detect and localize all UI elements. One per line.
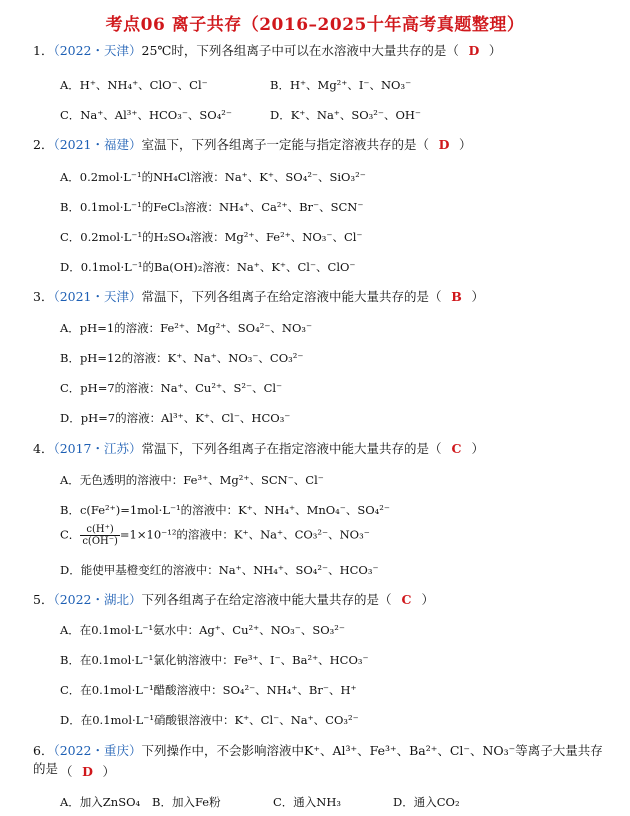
question-number: 2．: [33, 137, 54, 152]
question-stem-open: （: [60, 764, 73, 779]
fraction-numerator: c(H⁺): [80, 524, 120, 536]
question-number: 3．: [33, 289, 54, 304]
q5-option-a: A．在0.1mol·L⁻¹氨水中：Ag⁺、Cu²⁺、NO₃⁻、SO₃²⁻: [60, 623, 345, 637]
q4-option-c: [60, 524, 370, 547]
question-stem: 室温下，下列各组离子一定能与指定溶液共存的是（: [141, 137, 430, 152]
q6-option-d: D．通入CO₂: [393, 795, 460, 809]
q4-option-d: D．能使甲基橙变红的溶液中：Na⁺、NH₄⁺、SO₄²⁻、HCO₃⁻: [60, 563, 379, 577]
question-stem-end: ）: [102, 764, 116, 779]
q6-option-a: A．加入ZnSO₄: [60, 795, 141, 809]
answer-letter: B: [451, 289, 462, 304]
question-stem-end: ）: [459, 137, 472, 152]
answer-letter: D: [438, 137, 450, 152]
q1-option-b: B．H⁺、Mg²⁺、I⁻、NO₃⁻: [270, 78, 412, 92]
question-number: 1．: [33, 43, 54, 58]
question-number: 5．: [33, 592, 54, 607]
question-stem-end: ）: [421, 592, 435, 607]
question-4: [33, 440, 613, 458]
question-source: （2021・福建）: [53, 137, 142, 152]
question-stem: 常温下，下列各组离子在指定溶液中能大量共存的是（: [141, 441, 442, 456]
q1-option-a: A．H⁺、NH₄⁺、ClO⁻、Cl⁻: [60, 78, 208, 92]
question-source: （2022・湖北）: [53, 592, 142, 607]
question-stem: 下列操作中，不会影响溶液中K⁺、Al³⁺、Fe³⁺、Ba²⁺、Cl⁻、NO₃⁻等离子大量共存的是: [33, 743, 603, 776]
question-stem-end: ）: [471, 441, 485, 456]
q2-option-a: A．0.2mol·L⁻¹的NH₄Cl溶液：Na⁺、K⁺、SO₄²⁻、SiO₃²⁻: [60, 170, 366, 184]
question-stem-end: ）: [471, 289, 485, 304]
question-6-line2: [60, 763, 260, 781]
question-2: [33, 136, 613, 154]
q1-option-d: D．K⁺、Na⁺、SO₃²⁻、OH⁻: [270, 108, 421, 122]
answer-letter: C: [401, 592, 412, 607]
question-number: 6．: [33, 743, 54, 758]
question-source: （2021・天津）: [53, 289, 142, 304]
question-stem: 25℃时，下列各组离子中可以在水溶液中大量共存的是（: [141, 43, 459, 58]
answer-letter: D: [82, 764, 93, 779]
q1-option-c: C．Na⁺、Al³⁺、HCO₃⁻、SO₄²⁻: [60, 108, 232, 122]
question-stem: 下列各组离子在给定溶液中能大量共存的是（: [141, 592, 392, 607]
question-source: （2022・重庆）: [53, 743, 142, 758]
question-source: （2022・天津）: [53, 43, 142, 58]
ratio-fraction: [80, 524, 120, 547]
q3-option-c: C．pH=7的溶液：Na⁺、Cu²⁺、S²⁻、Cl⁻: [60, 381, 283, 395]
q2-option-d: D．0.1mol·L⁻¹的Ba(OH)₂溶液：Na⁺、K⁺、Cl⁻、ClO⁻: [60, 260, 356, 274]
question-stem: 常温下，下列各组离子在给定溶液中能大量共存的是（: [141, 289, 442, 304]
q3-option-b: B．pH=12的溶液：K⁺、Na⁺、NO₃⁻、CO₃²⁻: [60, 351, 304, 365]
fraction-denominator: c(OH⁻): [82, 536, 118, 547]
answer-letter: C: [451, 441, 462, 456]
option-c-prefix: C．: [60, 527, 81, 542]
q5-option-d: D．在0.1mol·L⁻¹硝酸银溶液中：K⁺、Cl⁻、Na⁺、CO₃²⁻: [60, 713, 359, 727]
q6-option-c: C．通入NH₃: [273, 795, 342, 809]
question-3: [33, 288, 613, 306]
q5-option-c: C．在0.1mol·L⁻¹醋酸溶液中：SO₄²⁻、NH₄⁺、Br⁻、H⁺: [60, 683, 357, 697]
question-5: [33, 591, 613, 609]
q5-option-b: B．在0.1mol·L⁻¹氯化钠溶液中：Fe³⁺、I⁻、Ba²⁺、HCO₃⁻: [60, 653, 369, 667]
q6-option-b: B．加入Fe粉: [152, 795, 221, 809]
question-source: （2017・江苏）: [53, 441, 142, 456]
q3-option-a: A．pH=1的溶液：Fe²⁺、Mg²⁺、SO₄²⁻、NO₃⁻: [60, 321, 313, 335]
q2-option-b: B．0.1mol·L⁻¹的FeCl₃溶液：NH₄⁺、Ca²⁺、Br⁻、SCN⁻: [60, 200, 364, 214]
q4-option-a: A．无色透明的溶液中：Fe³⁺、Mg²⁺、SCN⁻、Cl⁻: [60, 473, 324, 487]
q3-option-d: D．pH=7的溶液：Al³⁺、K⁺、Cl⁻、HCO₃⁻: [60, 411, 291, 425]
question-stem-end: ）: [488, 43, 502, 58]
q2-option-c: C．0.2mol·L⁻¹的H₂SO₄溶液：Mg²⁺、Fe²⁺、NO₃⁻、Cl⁻: [60, 230, 363, 244]
question-1: [33, 42, 613, 60]
answer-letter: D: [468, 43, 480, 58]
q4-option-b: B．c(Fe²⁺)=1mol·L⁻¹的溶液中：K⁺、NH₄⁺、MnO₄⁻、SO₄²⁻: [60, 503, 390, 517]
option-c-text: =1×10⁻¹²的溶液中：K⁺、Na⁺、CO₃²⁻、NO₃⁻: [119, 527, 370, 542]
page-title: 考点06 离子共存（2016–2025十年高考真题整理）: [105, 15, 525, 35]
question-number: 4．: [33, 441, 54, 456]
